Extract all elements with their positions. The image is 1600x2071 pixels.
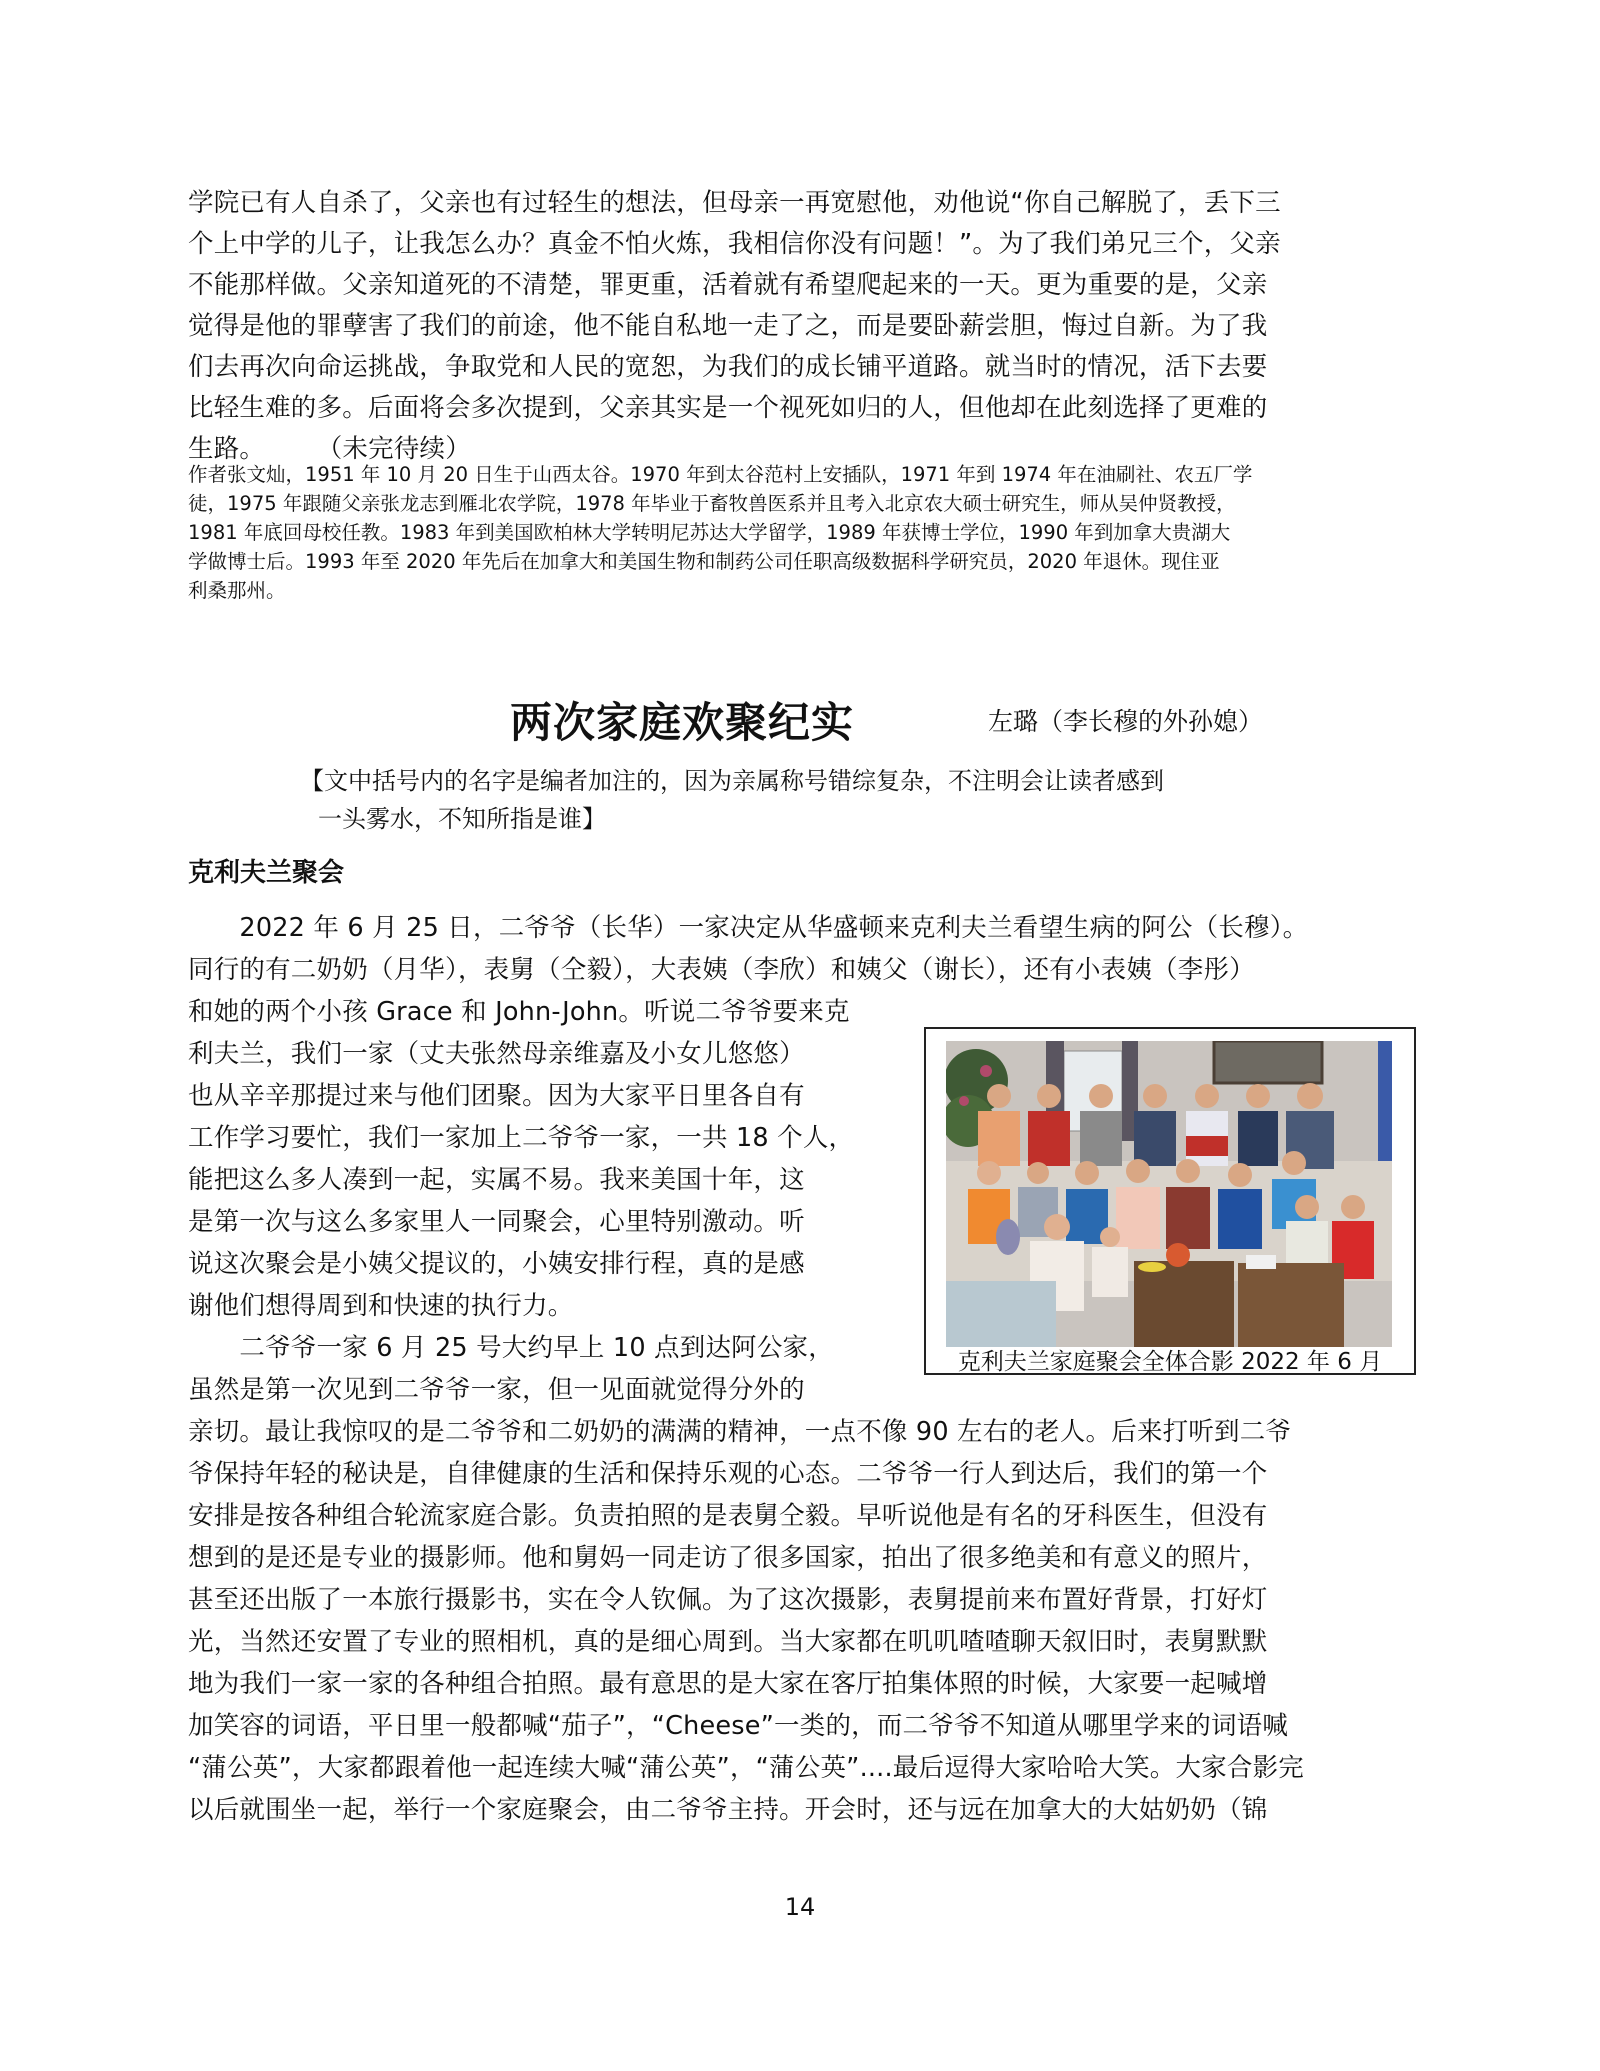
paragraph-line: 加笑容的词语，平日里一般都喊“茄子”，“Cheese”一类的，而二爷爷不知道从哪里学来的词语喊 xyxy=(188,1711,1289,1741)
editor-note-line: 一头雾水，不知所指是谁】 xyxy=(318,805,606,833)
paragraph-line: 谢他们想得周到和快速的执行力。 xyxy=(188,1291,574,1321)
editor-note-line: 【文中括号内的名字是编者加注的，因为亲属称号错综复杂，不注明会让读者感到 xyxy=(300,767,1164,795)
page-number: 14 xyxy=(784,1893,816,1921)
author-bio-line: 作者张文灿，1951 年 10 月 20 日生于山西太谷。1970 年到太谷范村上安插队，1971 年到 1974 年在油刷社、农五厂学 xyxy=(188,463,1253,486)
paragraph-line: 2022 年 6 月 25 日，二爷爷（长华）一家决定从华盛顿来克利夫兰看望生病的阿公（长穆）。 xyxy=(188,913,1309,943)
paragraph-line: 学院已有人自杀了，父亲也有过轻生的想法，但母亲一再宽慰他，劝他说“你自己解脱了，丢下三 xyxy=(188,188,1281,218)
paragraph-line: 利夫兰，我们一家（丈夫张然母亲维嘉及小女儿悠悠） xyxy=(188,1039,805,1069)
paragraph-line: 比轻生难的多。后面将会多次提到，父亲其实是一个视死如归的人，但他却在此刻选择了更难的 xyxy=(188,393,1268,423)
paragraph-line: 和她的两个小孩 Grace 和 John-John。听说二爷爷要来克 xyxy=(188,997,850,1027)
paragraph-line: 说这次聚会是小姨父提议的，小姨安排行程，真的是感 xyxy=(188,1249,805,1279)
paragraph-line: 想到的是还是专业的摄影师。他和舅妈一同走访了很多国家，拍出了很多绝美和有意义的照片， xyxy=(188,1543,1268,1573)
paragraph-line: 也从辛辛那提过来与他们团聚。因为大家平日里各自有 xyxy=(188,1081,805,1111)
paragraph-line: 们去再次向命运挑战，争取党和人民的宽恕，为我们的成长铺平道路。就当时的情况，活下去要 xyxy=(188,352,1268,382)
paragraph-line: 二爷爷一家 6 月 25 号大约早上 10 点到达阿公家， xyxy=(188,1333,834,1363)
paragraph-line: 是第一次与这么多家里人一同聚会，心里特别激动。听 xyxy=(188,1207,805,1237)
paragraph-line: 地为我们一家一家的各种组合拍照。最有意思的是大家在客厅拍集体照的时候，大家要一起喊增 xyxy=(188,1669,1268,1699)
paragraph-line: 能把这么多人凑到一起，实属不易。我来美国十年，这 xyxy=(188,1165,805,1195)
paragraph-line: 不能那样做。父亲知道死的不清楚，罪更重，活着就有希望爬起来的一天。更为重要的是，父亲 xyxy=(188,270,1268,300)
paragraph-line: 爷保持年轻的秘诀是，自律健康的生活和保持乐观的心态。二爷爷一行人到达后，我们的第一个 xyxy=(188,1459,1268,1489)
family-group-photo xyxy=(946,1041,1392,1347)
paragraph-line: 工作学习要忙，我们一家加上二爷爷一家，一共 18 个人， xyxy=(188,1123,855,1153)
paragraph-line: 以后就围坐一起，举行一个家庭聚会，由二爷爷主持。开会时，还与远在加拿大的大姑奶奶（锦 xyxy=(188,1795,1268,1825)
author-bio-line: 利桑那州。 xyxy=(188,579,286,602)
paragraph-line: 觉得是他的罪孽害了我们的前途，他不能自私地一走了之，而是要卧薪尝胆，悔过自新。为了我 xyxy=(188,311,1268,341)
paragraph-line: 虽然是第一次见到二爷爷一家，但一见面就觉得分外的 xyxy=(188,1375,805,1405)
paragraph-line: 亲切。最让我惊叹的是二爷爷和二奶奶的满满的精神，一点不像 90 左右的老人。后来打听到二爷 xyxy=(188,1417,1292,1447)
paragraph-line: 生路。 （未完待续） xyxy=(188,434,471,464)
author-bio-line: 1981 年底回母校任教。1983 年到美国欧柏林大学转明尼苏达大学留学，1989 年获博士学位，1990 年到加拿大贵湖大 xyxy=(188,521,1231,544)
article-byline: 左璐（李长穆的外孙媳） xyxy=(988,707,1264,736)
author-bio-line: 徒，1975 年跟随父亲张龙志到雁北农学院，1978 年毕业于畜牧兽医系并且考入北京农大硕士研究生，师从吴仲贤教授， xyxy=(188,492,1236,515)
paragraph-line: 甚至还出版了一本旅行摄影书，实在令人钦佩。为了这次摄影，表舅提前来布置好背景，打好灯 xyxy=(188,1585,1268,1615)
article-title: 两次家庭欢聚纪实 xyxy=(510,698,855,747)
paragraph-line: 光，当然还安置了专业的照相机，真的是细心周到。当大家都在叽叽喳喳聊天叙旧时，表舅默默 xyxy=(188,1627,1268,1657)
author-bio-line: 学做博士后。1993 年至 2020 年先后在加拿大和美国生物和制药公司任职高级数据科学研究员，2020 年退休。现住亚 xyxy=(188,550,1220,573)
family-photo-illustration xyxy=(946,1041,1392,1347)
section-heading: 克利夫兰聚会 xyxy=(188,858,345,888)
paragraph-line: 同行的有二奶奶（月华），表舅（仝毅），大表姨（李欣）和姨父（谢长），还有小表姨（李彤） xyxy=(188,955,1255,985)
paragraph-line: “蒲公英”，大家都跟着他一起连续大喊“蒲公英”，“蒲公英”....最后逗得大家哈哈大笑。大家合影完 xyxy=(188,1753,1304,1783)
photo-caption: 克利夫兰家庭聚会全体合影 2022 年 6 月 xyxy=(957,1349,1383,1375)
paragraph-line: 个上中学的儿子，让我怎么办？真金不怕火炼，我相信你没有问题！”。为了我们弟兄三个，父亲 xyxy=(188,229,1281,259)
paragraph-line: 安排是按各种组合轮流家庭合影。负责拍照的是表舅仝毅。早听说他是有名的牙科医生，但没有 xyxy=(188,1501,1268,1531)
photo-figure xyxy=(924,1027,1416,1375)
